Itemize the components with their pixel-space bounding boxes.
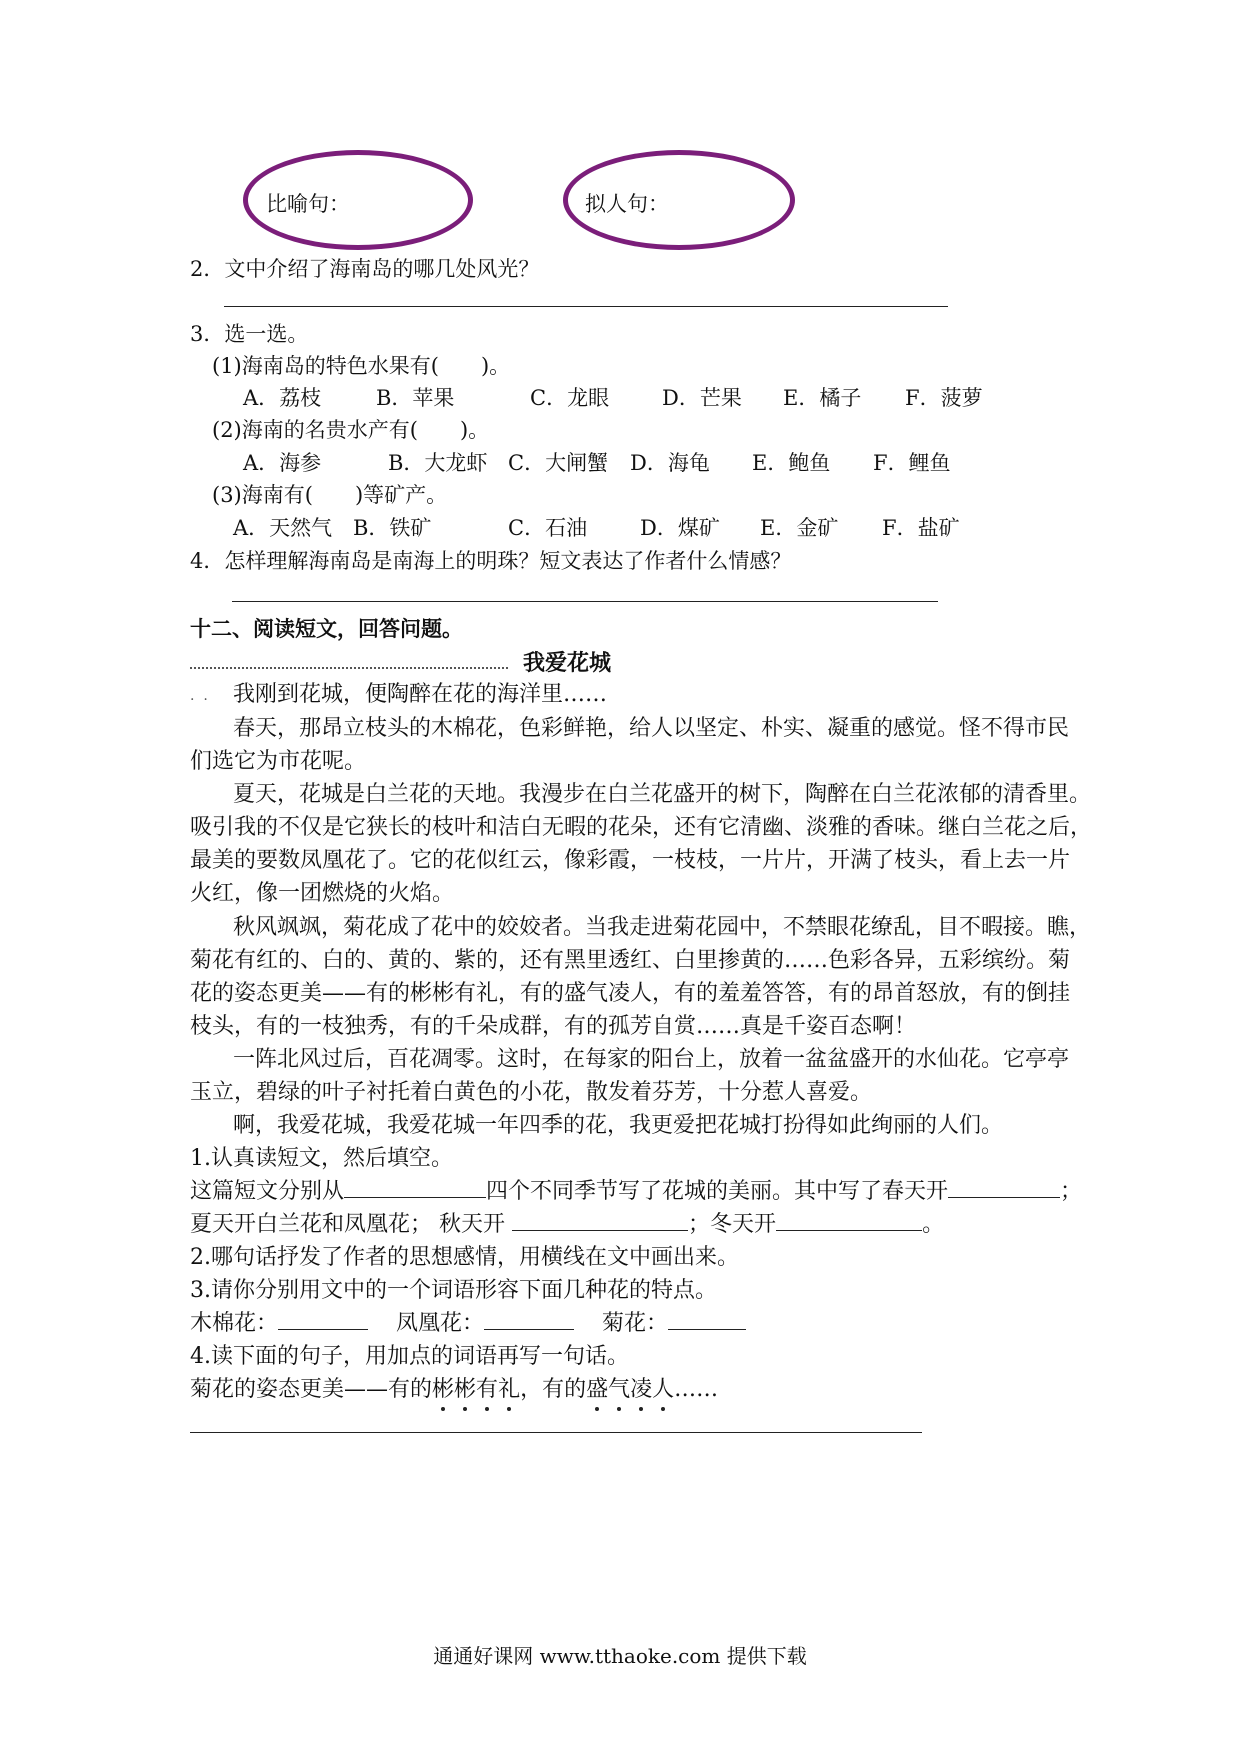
paragraph-4-line4: 枝头，有的一枝独秀，有的千朵成群，有的孤芳自赏……真是千姿百态啊！ <box>190 1014 917 1039</box>
paragraph-4-line1: 秋风飒飒，菊花成了花中的姣姣者。当我走进菊花园中，不禁眼花缭乱，目不暇接。瞧， <box>233 915 1092 940</box>
paragraph-4-line3: 花的姿态更美——有的彬彬有礼，有的盛气凌人，有的羞羞答答，有的昂首怒放，有的倒挂 <box>190 981 1071 1006</box>
blank-autumn[interactable] <box>512 1212 688 1231</box>
fill-line-3 <box>190 1306 746 1337</box>
emphasized-char: 有 <box>476 1372 498 1403</box>
fill-text: 四个不同季节写了花城的美丽。其中写了春天开 <box>486 1179 949 1204</box>
paragraph-3-line1: 夏天，花城是白兰花的天地。我漫步在白兰花盛开的树下，陶醉在白兰花浓郁的清香里。 <box>233 782 1092 807</box>
paragraph-6: 啊，我爱花城，我爱花城一年四季的花，我更爱把花城打扮得如此绚丽的人们。 <box>233 1113 1004 1138</box>
paragraph-3-line4: 火红，像一团燃烧的火焰。 <box>190 881 455 906</box>
blank-phoenix[interactable] <box>484 1311 574 1330</box>
blank-kapok[interactable] <box>278 1311 368 1330</box>
personification-label: 拟人句： <box>585 192 669 216</box>
sentence-text: ，有的 <box>520 1377 587 1402</box>
sentence-text: …… <box>674 1377 719 1402</box>
option[interactable]: E．鲍鱼 <box>752 451 831 475</box>
answer-line-q4[interactable] <box>232 601 938 602</box>
fill-text: ； <box>1060 1179 1083 1204</box>
question-2: 2．文中介绍了海南岛的哪几处风光？ <box>190 257 540 281</box>
fill-text: ； <box>688 1212 711 1237</box>
emphasized-char: 彬 <box>454 1372 476 1403</box>
fill-text: 。 <box>922 1212 945 1237</box>
answer-line-q2[interactable] <box>224 306 948 307</box>
fill-line-1 <box>190 1174 1082 1205</box>
answer-line-sentence[interactable] <box>190 1432 922 1433</box>
passage-title: 我爱花城 <box>523 650 612 676</box>
paragraph-5-line2: 玉立，碧绿的叶子衬托着白黄色的小花，散发着芬芳，十分惹人喜爱。 <box>190 1080 873 1105</box>
option[interactable]: F．菠萝 <box>905 386 983 410</box>
option[interactable]: C．龙眼 <box>530 386 610 410</box>
option[interactable]: A．荔枝 <box>243 386 322 410</box>
emphasized-char: 人 <box>652 1372 674 1403</box>
sub-question-1-title: 1.认真读短文，然后填空。 <box>190 1146 453 1171</box>
question-3-sub1: (1)海南岛的特色水果有( )。 <box>212 354 511 378</box>
paragraph-5-line1: 一阵北风过后，百花凋零。这时，在每家的阳台上，放着一盆盆盛开的水仙花。它亭亭 <box>233 1047 1070 1072</box>
option[interactable]: E．橘子 <box>783 386 862 410</box>
option[interactable]: B．大龙虾 <box>388 451 488 475</box>
option[interactable]: A．天然气 <box>233 516 333 540</box>
example-sentence <box>190 1372 718 1403</box>
paragraph-2-line2: 们选它为市花呢。 <box>190 749 367 774</box>
stray-dots: . . <box>190 688 208 704</box>
option[interactable]: C．大闸蟹 <box>508 451 609 475</box>
option[interactable]: B．铁矿 <box>353 516 432 540</box>
emphasized-char: 盛 <box>586 1372 608 1403</box>
option[interactable]: D．煤矿 <box>640 516 720 540</box>
fill-text: 秋天开 <box>439 1212 506 1237</box>
paragraph-4-line2: 菊花有红的、白的、黄的、紫的，还有黑里透红、白里掺黄的……色彩各异，五彩缤纷。菊 <box>190 948 1071 973</box>
section-12-heading: 十二、阅读短文，回答问题。 <box>190 616 463 641</box>
option[interactable]: C．石油 <box>508 516 588 540</box>
emphasized-char: 凌 <box>630 1372 652 1403</box>
fill-text: 凤凰花： <box>396 1311 485 1336</box>
blank-chrysanthemum[interactable] <box>668 1311 746 1330</box>
dotted-word-2 <box>586 1377 674 1402</box>
option[interactable]: D．海龟 <box>630 451 710 475</box>
dotted-rule <box>190 667 508 669</box>
sub-question-4-title: 4.读下面的句子，用加点的词语再写一句话。 <box>190 1344 629 1369</box>
emphasized-char: 气 <box>608 1372 630 1403</box>
question-3-sub3: (3)海南有( )等矿产。 <box>212 483 448 507</box>
option[interactable]: D．芒果 <box>662 386 742 410</box>
blank-winter[interactable] <box>776 1212 922 1231</box>
sub-question-2: 2.哪句话抒发了作者的思想感情，用横线在文中画出来。 <box>190 1245 739 1270</box>
fill-line-2 <box>190 1207 944 1238</box>
simile-label: 比喻句： <box>266 192 350 216</box>
option[interactable]: A．海参 <box>243 451 322 475</box>
fill-text: 这篇短文分别从 <box>190 1179 345 1204</box>
blank-seasons[interactable] <box>344 1179 486 1198</box>
option[interactable]: F．盐矿 <box>882 516 960 540</box>
emphasized-char: 礼 <box>498 1372 520 1403</box>
blank-spring[interactable] <box>948 1179 1060 1198</box>
dotted-word-1 <box>432 1377 520 1402</box>
emphasized-char: 彬 <box>432 1372 454 1403</box>
paragraph-3-line2: 吸引我的不仅是它狭长的枝叶和洁白无暇的花朵，还有它清幽、淡雅的香味。继白兰花之后， <box>190 815 1093 840</box>
fill-text: 木棉花： <box>190 1311 279 1336</box>
question-3-title: 3．选一选。 <box>190 322 309 346</box>
paragraph-3-line3: 最美的要数凤凰花了。它的花似红云，像彩霞，一枝枝，一片片，开满了枝头，看上去一片 <box>190 848 1071 873</box>
question-4: 4．怎样理解海南岛是南海上的明珠？短文表达了作者什么情感？ <box>190 549 792 573</box>
fill-text: 菊花： <box>602 1311 669 1336</box>
option[interactable]: F．鲤鱼 <box>873 451 951 475</box>
question-3-sub2: (2)海南的名贵水产有( )。 <box>212 418 490 442</box>
footer-text: 通通好课网 www.tthaoke.com 提供下载 <box>433 1644 807 1668</box>
sentence-text: 菊花的姿态更美——有的 <box>190 1377 433 1402</box>
paragraph-1: 我刚到花城，便陶醉在花的海洋里…… <box>233 682 608 707</box>
option[interactable]: B．苹果 <box>376 386 455 410</box>
sub-question-3-title: 3.请你分别用文中的一个词语形容下面几种花的特点。 <box>190 1278 717 1303</box>
fill-text: 夏天开白兰花和凤凰花； <box>190 1212 433 1237</box>
option[interactable]: E．金矿 <box>760 516 839 540</box>
fill-text: 冬天开 <box>710 1212 777 1237</box>
paragraph-2-line1: 春天，那昂立枝头的木棉花，色彩鲜艳，给人以坚定、朴实、凝重的感觉。怪不得市民 <box>233 716 1070 741</box>
